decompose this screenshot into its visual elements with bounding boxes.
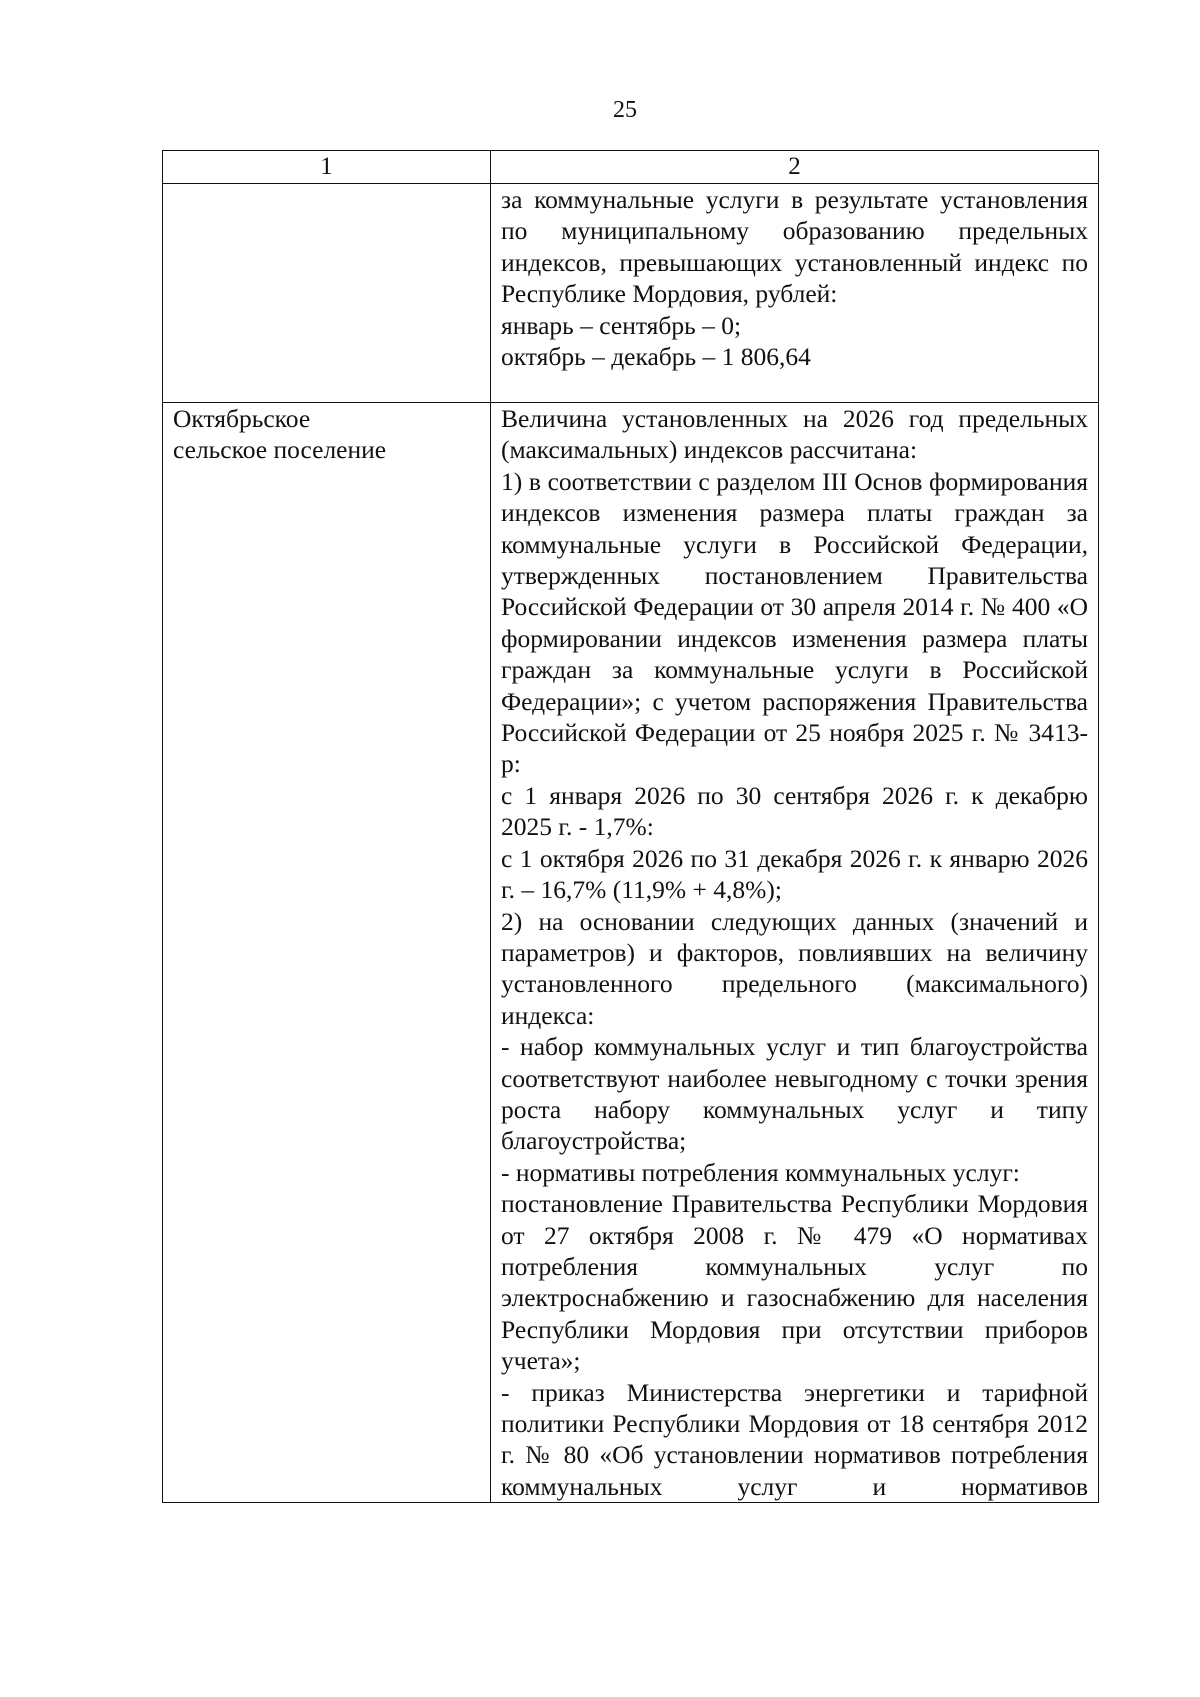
row2-paragraph: - набор коммунальных услуг и тип благоустройства соответствуют наиболее невыгодному с точки зрения роста набору коммунальных услуг и типу благоустройства; [501,1032,1088,1156]
row2-paragraph: Величина установленных на 2026 год предельных (максимальных) индексов рассчитана: [501,404,1088,465]
row2-paragraph: с 1 октября 2026 по 31 декабря 2026 г. к январю 2026 г. – 16,7% (11,9% + 4,8%); [501,843,1088,905]
table-row [163,184,1099,403]
row2-left-cell [163,403,491,1503]
row2-paragraph: с 1 января 2026 по 30 сентября 2026 г. к декабрю 2025 г. - 1,7%: [501,780,1088,842]
settlement-name-line1: Октябрьское [173,404,311,433]
column-header-2: 2 [491,151,1099,184]
row2-paragraph: 1) в соответствии с разделом III Основ формирования индексов изменения размера платы граждан за коммунальные услуги в Российской Федерации, утвержденных постановлением Правительства Российской Федерации от 30 апреля 2014 г. № 400 «О формировании индексов изменения размера платы граждан за коммунальные услуги в Российской Федерации»; с учетом распоряжения Правительства Российской Федерации от 25 ноября 2025 г. № 3413-р: [501,466,1088,779]
table-row [163,403,1099,1503]
row2-paragraph: - нормативы потребления коммунальных услуг: [501,1157,1020,1187]
column-header-1: 1 [163,151,491,184]
row1-paragraph: январь – сентябрь – 0; [501,310,742,340]
page-number: 25 [613,97,637,123]
settlement-name-line2: сельское поселение [173,435,387,465]
row1-paragraph: октябрь – декабрь – 1 806,64 [501,342,811,372]
row2-paragraph: 2) на основании следующих данных (значений и параметров) и факторов, повлиявших на величину установленного предельного (максимального) индекса: [501,906,1088,1030]
row2-right-cell [491,403,1099,1503]
row1-paragraph: за коммунальные услуги в результате установления по муниципальному образованию предельных индексов, превышающих установленный индекс по Республике Мордовия, рублей: [501,185,1088,309]
row2-paragraph: постановление Правительства Республики Мордовия от 27 октября 2008 г. № 479 «О нормативах потребления коммунальных услуг по электроснабжению и газоснабжению для населения Республики Мордовия при отсутствии приборов учета»; [501,1189,1088,1376]
row2-paragraph: - приказ Министерства энергетики и тарифной политики Республики Мордовия от 18 сентября 2012 г. № 80 «Об установлении нормативов потребления коммунальных услуг и нормативов [501,1377,1088,1501]
row1-left-cell [163,184,491,403]
document-table [162,150,1099,1503]
table-header-row [163,151,1099,184]
row1-right-cell [491,184,1099,403]
